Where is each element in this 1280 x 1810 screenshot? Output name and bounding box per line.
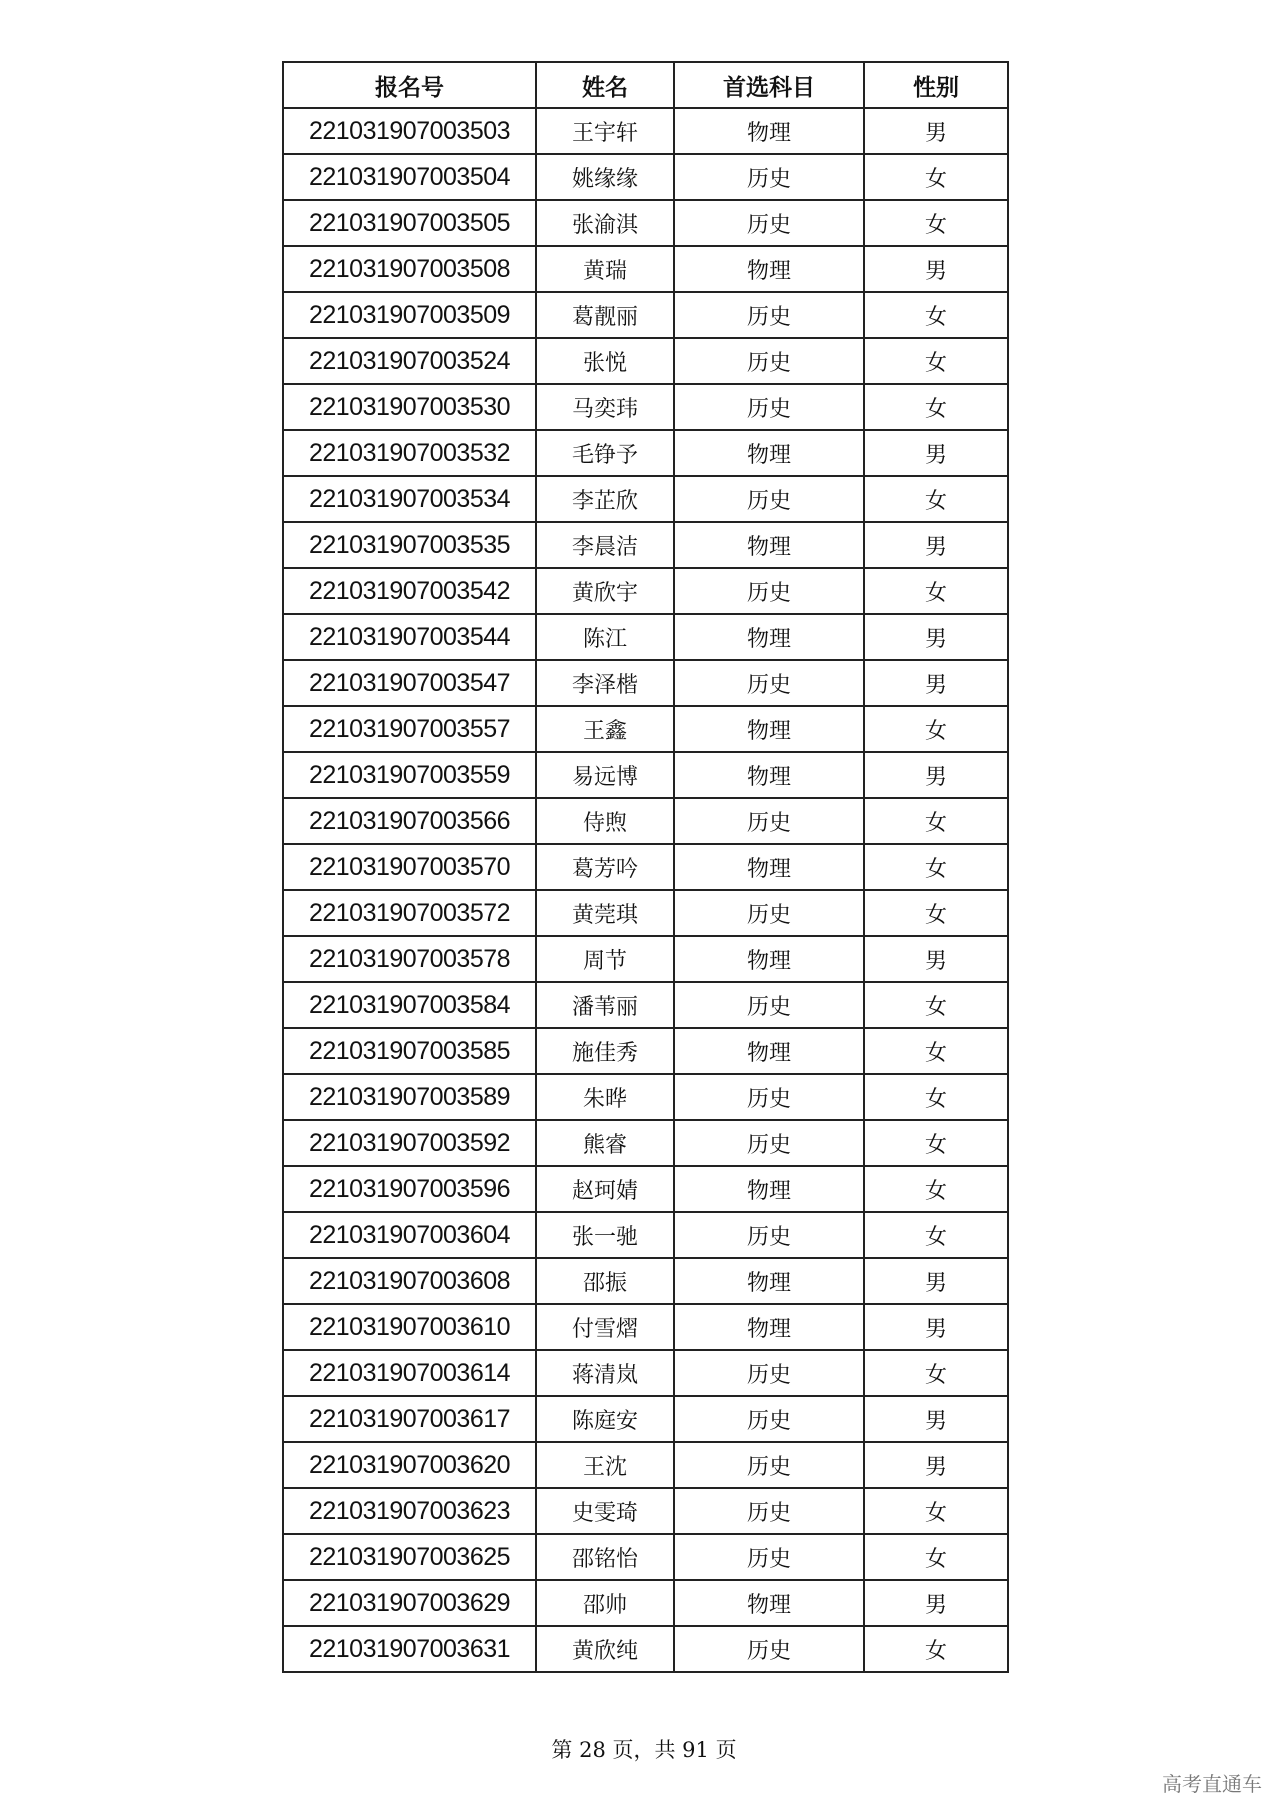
cell-subject: 历史 bbox=[674, 568, 864, 614]
cell-gender: 男 bbox=[864, 430, 1008, 476]
cell-registration-number: 221031907003596 bbox=[283, 1166, 536, 1212]
cell-subject: 物理 bbox=[674, 1028, 864, 1074]
cell-student-name: 张悦 bbox=[536, 338, 674, 384]
cell-gender: 女 bbox=[864, 476, 1008, 522]
cell-student-name: 黄欣宇 bbox=[536, 568, 674, 614]
table-row bbox=[283, 1304, 1008, 1350]
cell-registration-number: 221031907003544 bbox=[283, 614, 536, 660]
cell-student-name: 熊睿 bbox=[536, 1120, 674, 1166]
table-row bbox=[283, 844, 1008, 890]
cell-gender: 男 bbox=[864, 246, 1008, 292]
cell-subject: 历史 bbox=[674, 338, 864, 384]
table-row bbox=[283, 522, 1008, 568]
header-registration-number: 报名号 bbox=[283, 62, 536, 108]
cell-gender: 女 bbox=[864, 154, 1008, 200]
table-row bbox=[283, 982, 1008, 1028]
cell-gender: 女 bbox=[864, 798, 1008, 844]
cell-registration-number: 221031907003570 bbox=[283, 844, 536, 890]
table-row bbox=[283, 246, 1008, 292]
cell-registration-number: 221031907003547 bbox=[283, 660, 536, 706]
cell-student-name: 史雯琦 bbox=[536, 1488, 674, 1534]
table-row bbox=[283, 1258, 1008, 1304]
cell-registration-number: 221031907003589 bbox=[283, 1074, 536, 1120]
cell-registration-number: 221031907003614 bbox=[283, 1350, 536, 1396]
cell-student-name: 李芷欣 bbox=[536, 476, 674, 522]
cell-gender: 男 bbox=[864, 108, 1008, 154]
table-row bbox=[283, 108, 1008, 154]
table-row bbox=[283, 476, 1008, 522]
cell-subject: 历史 bbox=[674, 890, 864, 936]
table-row bbox=[283, 1166, 1008, 1212]
cell-student-name: 张渝淇 bbox=[536, 200, 674, 246]
cell-gender: 女 bbox=[864, 1488, 1008, 1534]
cell-registration-number: 221031907003604 bbox=[283, 1212, 536, 1258]
cell-subject: 历史 bbox=[674, 476, 864, 522]
cell-student-name: 黄瑞 bbox=[536, 246, 674, 292]
cell-gender: 男 bbox=[864, 1396, 1008, 1442]
cell-gender: 女 bbox=[864, 706, 1008, 752]
cell-registration-number: 221031907003504 bbox=[283, 154, 536, 200]
cell-student-name: 邵振 bbox=[536, 1258, 674, 1304]
table-row bbox=[283, 752, 1008, 798]
cell-gender: 男 bbox=[864, 1304, 1008, 1350]
cell-registration-number: 221031907003508 bbox=[283, 246, 536, 292]
cell-registration-number: 221031907003629 bbox=[283, 1580, 536, 1626]
cell-gender: 女 bbox=[864, 1350, 1008, 1396]
cell-subject: 物理 bbox=[674, 1258, 864, 1304]
cell-subject: 物理 bbox=[674, 1166, 864, 1212]
cell-student-name: 蒋清岚 bbox=[536, 1350, 674, 1396]
cell-student-name: 侍煦 bbox=[536, 798, 674, 844]
cell-subject: 历史 bbox=[674, 200, 864, 246]
table-row bbox=[283, 1212, 1008, 1258]
cell-registration-number: 221031907003524 bbox=[283, 338, 536, 384]
cell-gender: 女 bbox=[864, 200, 1008, 246]
cell-gender: 女 bbox=[864, 1120, 1008, 1166]
student-table bbox=[282, 61, 1009, 1673]
table-row bbox=[283, 614, 1008, 660]
cell-registration-number: 221031907003505 bbox=[283, 200, 536, 246]
cell-registration-number: 221031907003535 bbox=[283, 522, 536, 568]
cell-gender: 女 bbox=[864, 844, 1008, 890]
cell-registration-number: 221031907003559 bbox=[283, 752, 536, 798]
cell-gender: 男 bbox=[864, 522, 1008, 568]
cell-student-name: 施佳秀 bbox=[536, 1028, 674, 1074]
cell-registration-number: 221031907003530 bbox=[283, 384, 536, 430]
cell-gender: 男 bbox=[864, 614, 1008, 660]
cell-registration-number: 221031907003610 bbox=[283, 1304, 536, 1350]
cell-subject: 物理 bbox=[674, 522, 864, 568]
table-row bbox=[283, 660, 1008, 706]
cell-subject: 物理 bbox=[674, 614, 864, 660]
cell-subject: 历史 bbox=[674, 1396, 864, 1442]
table-row bbox=[283, 936, 1008, 982]
cell-registration-number: 221031907003631 bbox=[283, 1626, 536, 1672]
cell-student-name: 周节 bbox=[536, 936, 674, 982]
table-row bbox=[283, 154, 1008, 200]
cell-registration-number: 221031907003534 bbox=[283, 476, 536, 522]
cell-student-name: 付雪熠 bbox=[536, 1304, 674, 1350]
cell-subject: 历史 bbox=[674, 1534, 864, 1580]
cell-registration-number: 221031907003578 bbox=[283, 936, 536, 982]
cell-student-name: 赵珂婧 bbox=[536, 1166, 674, 1212]
cell-subject: 历史 bbox=[674, 292, 864, 338]
cell-student-name: 李泽楷 bbox=[536, 660, 674, 706]
cell-subject: 物理 bbox=[674, 246, 864, 292]
cell-gender: 女 bbox=[864, 1074, 1008, 1120]
cell-registration-number: 221031907003509 bbox=[283, 292, 536, 338]
cell-gender: 女 bbox=[864, 1166, 1008, 1212]
cell-subject: 历史 bbox=[674, 1212, 864, 1258]
cell-student-name: 毛铮予 bbox=[536, 430, 674, 476]
cell-gender: 女 bbox=[864, 292, 1008, 338]
cell-subject: 物理 bbox=[674, 706, 864, 752]
cell-student-name: 黄欣纯 bbox=[536, 1626, 674, 1672]
table-row bbox=[283, 798, 1008, 844]
cell-gender: 女 bbox=[864, 338, 1008, 384]
cell-student-name: 李晨洁 bbox=[536, 522, 674, 568]
cell-student-name: 邵帅 bbox=[536, 1580, 674, 1626]
cell-student-name: 易远博 bbox=[536, 752, 674, 798]
cell-student-name: 陈庭安 bbox=[536, 1396, 674, 1442]
cell-subject: 历史 bbox=[674, 982, 864, 1028]
cell-gender: 女 bbox=[864, 1534, 1008, 1580]
table-row bbox=[283, 1442, 1008, 1488]
cell-gender: 男 bbox=[864, 1442, 1008, 1488]
header-gender: 性别 bbox=[864, 62, 1008, 108]
cell-registration-number: 221031907003566 bbox=[283, 798, 536, 844]
cell-gender: 男 bbox=[864, 936, 1008, 982]
cell-subject: 物理 bbox=[674, 1304, 864, 1350]
cell-student-name: 王沈 bbox=[536, 1442, 674, 1488]
table-row bbox=[283, 1120, 1008, 1166]
cell-registration-number: 221031907003617 bbox=[283, 1396, 536, 1442]
cell-student-name: 王宇轩 bbox=[536, 108, 674, 154]
cell-gender: 女 bbox=[864, 384, 1008, 430]
cell-student-name: 王鑫 bbox=[536, 706, 674, 752]
cell-gender: 男 bbox=[864, 1258, 1008, 1304]
cell-gender: 男 bbox=[864, 752, 1008, 798]
table-row bbox=[283, 1488, 1008, 1534]
cell-subject: 历史 bbox=[674, 1074, 864, 1120]
cell-student-name: 张一驰 bbox=[536, 1212, 674, 1258]
cell-gender: 女 bbox=[864, 1626, 1008, 1672]
table-row bbox=[283, 1028, 1008, 1074]
cell-student-name: 葛芳吟 bbox=[536, 844, 674, 890]
cell-student-name: 陈江 bbox=[536, 614, 674, 660]
cell-subject: 物理 bbox=[674, 936, 864, 982]
cell-subject: 物理 bbox=[674, 752, 864, 798]
cell-registration-number: 221031907003557 bbox=[283, 706, 536, 752]
table-row bbox=[283, 430, 1008, 476]
table-row bbox=[283, 1580, 1008, 1626]
table-row bbox=[283, 568, 1008, 614]
cell-registration-number: 221031907003503 bbox=[283, 108, 536, 154]
cell-registration-number: 221031907003623 bbox=[283, 1488, 536, 1534]
table-row bbox=[283, 1350, 1008, 1396]
cell-subject: 历史 bbox=[674, 1442, 864, 1488]
table-row bbox=[283, 1074, 1008, 1120]
cell-subject: 历史 bbox=[674, 384, 864, 430]
cell-registration-number: 221031907003572 bbox=[283, 890, 536, 936]
table-row bbox=[283, 200, 1008, 246]
table-row bbox=[283, 890, 1008, 936]
header-name: 姓名 bbox=[536, 62, 674, 108]
table-row bbox=[283, 1626, 1008, 1672]
cell-subject: 物理 bbox=[674, 108, 864, 154]
cell-subject: 历史 bbox=[674, 154, 864, 200]
cell-student-name: 朱晔 bbox=[536, 1074, 674, 1120]
cell-registration-number: 221031907003625 bbox=[283, 1534, 536, 1580]
cell-gender: 女 bbox=[864, 568, 1008, 614]
cell-registration-number: 221031907003592 bbox=[283, 1120, 536, 1166]
cell-registration-number: 221031907003532 bbox=[283, 430, 536, 476]
cell-registration-number: 221031907003585 bbox=[283, 1028, 536, 1074]
table-row bbox=[283, 1396, 1008, 1442]
cell-gender: 女 bbox=[864, 890, 1008, 936]
cell-subject: 物理 bbox=[674, 844, 864, 890]
watermark: 高考直通车 bbox=[1162, 1772, 1262, 1796]
cell-student-name: 潘苇丽 bbox=[536, 982, 674, 1028]
cell-subject: 历史 bbox=[674, 1350, 864, 1396]
table-row bbox=[283, 706, 1008, 752]
cell-subject: 历史 bbox=[674, 1626, 864, 1672]
cell-gender: 男 bbox=[864, 1580, 1008, 1626]
cell-gender: 男 bbox=[864, 660, 1008, 706]
cell-subject: 物理 bbox=[674, 1580, 864, 1626]
cell-subject: 历史 bbox=[674, 798, 864, 844]
cell-student-name: 马奕玮 bbox=[536, 384, 674, 430]
table-header-row bbox=[283, 62, 1008, 108]
header-subject: 首选科目 bbox=[674, 62, 864, 108]
page-number: 第 28 页，共 91 页 bbox=[551, 1738, 737, 1762]
cell-subject: 物理 bbox=[674, 430, 864, 476]
cell-gender: 女 bbox=[864, 982, 1008, 1028]
cell-registration-number: 221031907003584 bbox=[283, 982, 536, 1028]
cell-student-name: 邵铭怡 bbox=[536, 1534, 674, 1580]
cell-registration-number: 221031907003608 bbox=[283, 1258, 536, 1304]
cell-registration-number: 221031907003542 bbox=[283, 568, 536, 614]
cell-gender: 女 bbox=[864, 1028, 1008, 1074]
cell-registration-number: 221031907003620 bbox=[283, 1442, 536, 1488]
cell-subject: 历史 bbox=[674, 1488, 864, 1534]
cell-subject: 历史 bbox=[674, 1120, 864, 1166]
cell-gender: 女 bbox=[864, 1212, 1008, 1258]
table-row bbox=[283, 384, 1008, 430]
cell-student-name: 姚缘缘 bbox=[536, 154, 674, 200]
table-row bbox=[283, 338, 1008, 384]
cell-student-name: 葛靓丽 bbox=[536, 292, 674, 338]
table-row bbox=[283, 1534, 1008, 1580]
cell-subject: 历史 bbox=[674, 660, 864, 706]
cell-student-name: 黄莞琪 bbox=[536, 890, 674, 936]
table-row bbox=[283, 292, 1008, 338]
